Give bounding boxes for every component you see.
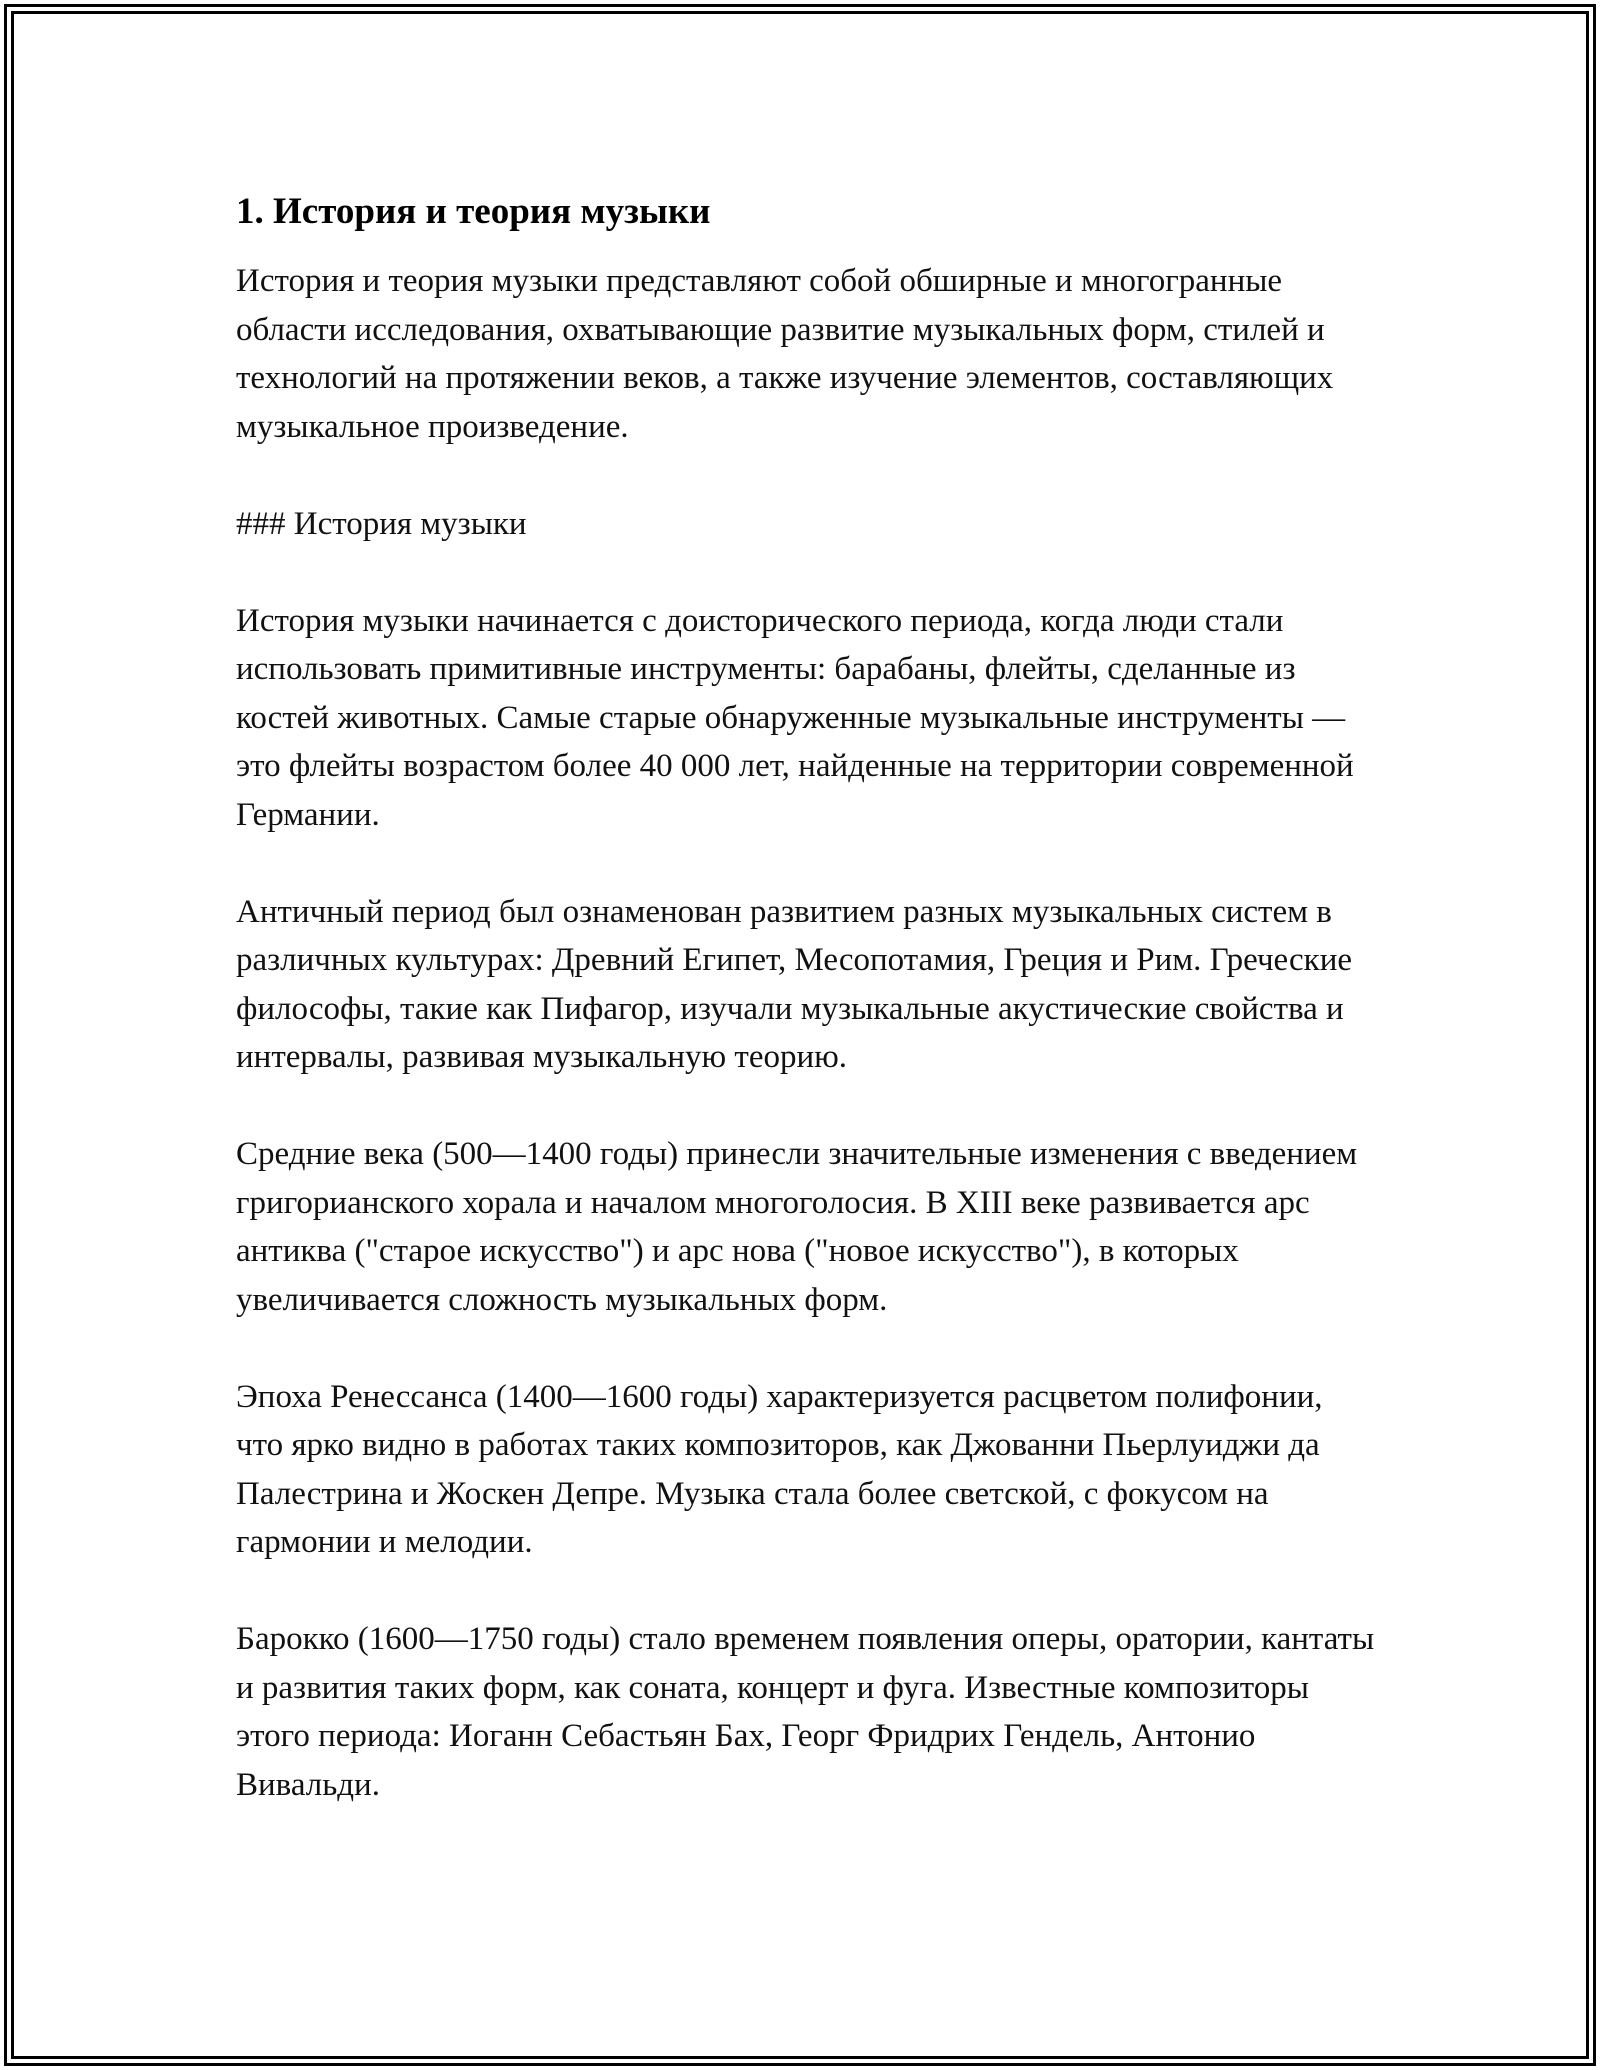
document-body (236, 188, 1376, 1809)
section-title: 1. История и теория музыки (236, 191, 711, 232)
paragraph-prehistory: История музыки начинается с доисторического периода, когда люди стали использовать примитивные инструменты: барабаны, флейты, сделанные из костей животных. Самые старые обнаруженные музыкальные инструменты — это флейты возрастом более 40 000 лет, найденные на территории современной Германии. (236, 602, 1354, 833)
subheading-history: ### История музыки (236, 505, 527, 542)
paragraph-renaissance: Эпоха Ренессанса (1400—1600 годы) характеризуется расцветом полифонии, что ярко видно в работах таких композиторов, как Джованни Пьерлуиджи да Палестрина и Жоскен Депре. Музыка стала более светской, с фокусом на гармонии и мелодии. (236, 1378, 1323, 1560)
intro-paragraph: История и теория музыки представляют собой обширные и многогранные области исследования, охватывающие развитие музыкальных форм, стилей и технологий на протяжении веков, а также изучение элементов, составляющих музыкальное произведение. (236, 263, 1334, 445)
paragraph-antiquity: Античный период был ознаменован развитием разных музыкальных систем в различных культурах: Древний Египет, Месопотамия, Греция и Рим. Греческие философы, такие как Пифагор, изучали музыкальные акустические свойства и интервалы, развивая музыкальную теорию. (236, 893, 1353, 1075)
paragraph-middle-ages: Средние века (500—1400 годы) принесли значительные изменения с введением григорианского хорала и началом многоголосия. В XIII веке развивается арс антиква ("старое искусство") и арс нова ("новое искусство"), в которых увеличивается сложность музыкальных форм. (236, 1136, 1358, 1318)
paragraph-baroque: Барокко (1600—1750 годы) стало временем появления оперы, оратории, кантаты и развития таких форм, как соната, концерт и фуга. Известные композиторы этого периода: Иоганн Себастьян Бах, Георг Фридрих Гендель, Антонио Вивальди. (236, 1621, 1375, 1803)
